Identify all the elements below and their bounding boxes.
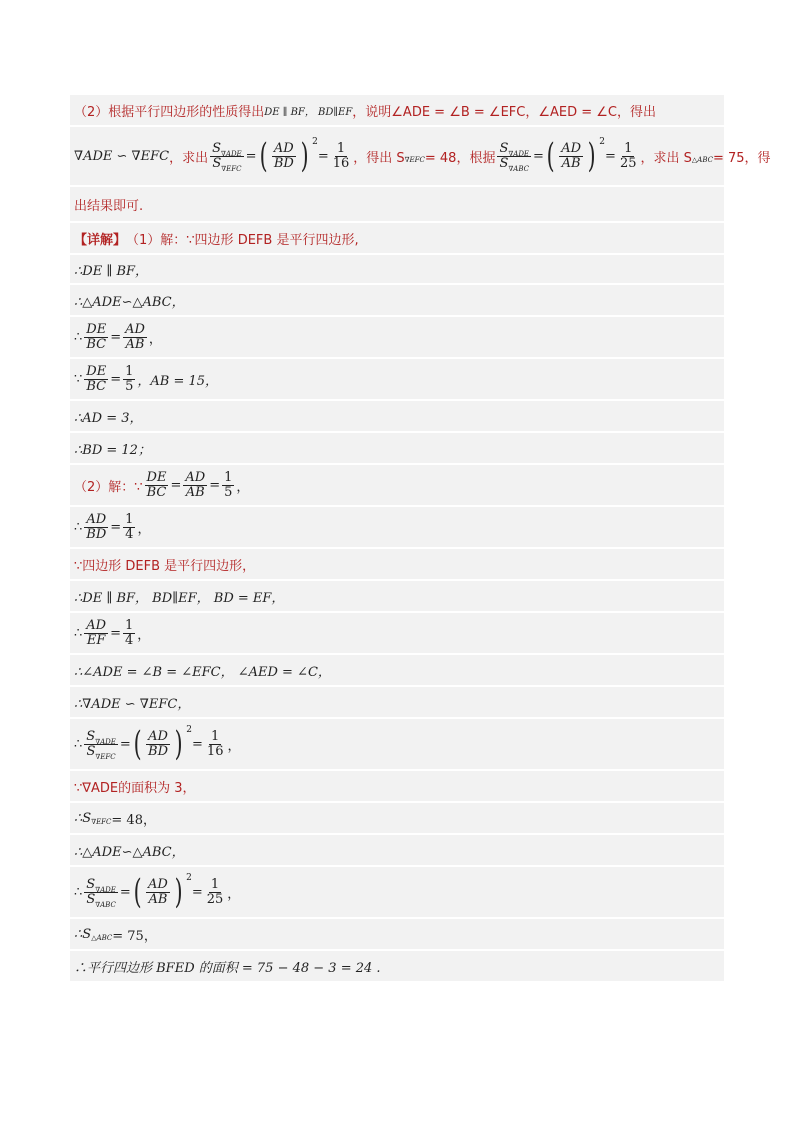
hint-math: DE ∥ BF， BD∥EF bbox=[264, 106, 353, 118]
hint-line-3 bbox=[70, 187, 724, 221]
solution-line: ∴ $\frac{S_{\nabla ADE}}{S_{\nabla ABC}}$ = ( $\frac{AD}{AB}$ ) 2 = $\frac{1}{25}$ ， bbox=[70, 867, 724, 917]
hint-text: ，求出 bbox=[169, 150, 209, 166]
solution-line: ∴△ADE∽△ABC， bbox=[70, 835, 724, 865]
solution-line: ∴BD = 12； bbox=[70, 433, 724, 463]
solution-line: ∴DE ∥ BF， bbox=[70, 255, 724, 283]
solution-line: ∴DE ∥ BF， BD∥EF， BD = EF， bbox=[70, 581, 724, 611]
hint-line-1 bbox=[70, 95, 724, 125]
solution-line: （1）解：∵四边形 DEFB 是平行四边形, bbox=[126, 232, 359, 248]
solution-line: （2）解：∵ $\frac{DE}{BC}$ = $\frac{AD}{AB}$ = $\frac{1}{5}$ ， bbox=[70, 465, 724, 505]
hint-text: = 48，根据 bbox=[424, 150, 496, 166]
hint-text: ，求出 S bbox=[640, 150, 692, 166]
solution-line: ∴ $\frac{AD}{EF}$ = $\frac{1}{4}$ ， bbox=[70, 613, 724, 653]
area-ratio-fraction: $\frac{S_{\nabla ADE}}{S_{\nabla EFC}}$ bbox=[212, 140, 242, 173]
solution-line: ∴AD = 3， bbox=[70, 401, 724, 431]
solution-line: ∴ $\frac{AD}{BD}$ = $\frac{1}{4}$ ， bbox=[70, 507, 724, 547]
solution-line: ∴S ∇EFC = 48， bbox=[70, 803, 724, 833]
solution-sheet bbox=[70, 95, 771, 983]
solution-line: ∴平行四边形 BFED 的面积 = 75 − 48 − 3 = 24 . bbox=[70, 951, 724, 981]
hint-text: （2）根据平行四边形的性质得出 bbox=[74, 104, 265, 120]
solution-line: ∴ $\frac{DE}{BC}$ = $\frac{AD}{AB}$ ， bbox=[70, 317, 724, 357]
solution-line: ∴ $\frac{S_{\nabla ADE}}{S_{\nabla EFC}}$ = ( $\frac{AD}{BD}$ ) 2 = $\frac{1}{16}$ ， bbox=[70, 719, 724, 769]
detail-header: 【详解】 bbox=[74, 232, 127, 248]
solution-line: ∵四边形 DEFB 是平行四边形， bbox=[70, 549, 724, 579]
squared-ratio: ( $\frac{AD}{BD}$ ) 2 bbox=[259, 136, 318, 176]
hint-math: ∇ADE ∽ ∇EFC bbox=[74, 148, 170, 164]
solution-line: ∵∇ADE的面积为 3， bbox=[70, 771, 724, 801]
solution-line: ∵ $\frac{DE}{BC}$ = $\frac{1}{5}$ ，AB = 15， bbox=[70, 359, 724, 399]
detail-header-row bbox=[70, 223, 724, 253]
hint-line-2: ∇ADE ∽ ∇EFC ，求出 $\frac{S_{\nabla ADE}}{S_{\nabla EFC}}$ = ( $\frac{AD}{BD}$ ) 2 = $\frac{1}{16}$ ，得出 S ∇EFC = 48，根据 $\frac{S_{\nabla ADE}}{S_{\nabla ABC}}$ = ( $\frac{AD}{AB}$ ) 2 = $\frac{1}{25}$ ，求出 S △ABC = 75，得 bbox=[70, 127, 724, 185]
hint-text: ，得出 S bbox=[353, 150, 405, 166]
solution-line: ∴△ADE∽△ABC， bbox=[70, 285, 724, 315]
area-ratio-fraction: $\frac{S_{\nabla ADE}}{S_{\nabla ABC}}$ bbox=[499, 140, 530, 173]
solution-line: ∴∠ADE = ∠B = ∠EFC， ∠AED = ∠C， bbox=[70, 655, 724, 685]
hint-text: = 75，得 bbox=[712, 150, 771, 166]
hint-text: ，说明∠ADE = ∠B = ∠EFC，∠AED = ∠C，得出 bbox=[352, 104, 657, 120]
solution-line: ∴∇ADE ∽ ∇EFC， bbox=[70, 687, 724, 717]
hint-text: 出结果即可. bbox=[74, 198, 144, 214]
solution-line: ∴S △ABC = 75， bbox=[70, 919, 724, 949]
